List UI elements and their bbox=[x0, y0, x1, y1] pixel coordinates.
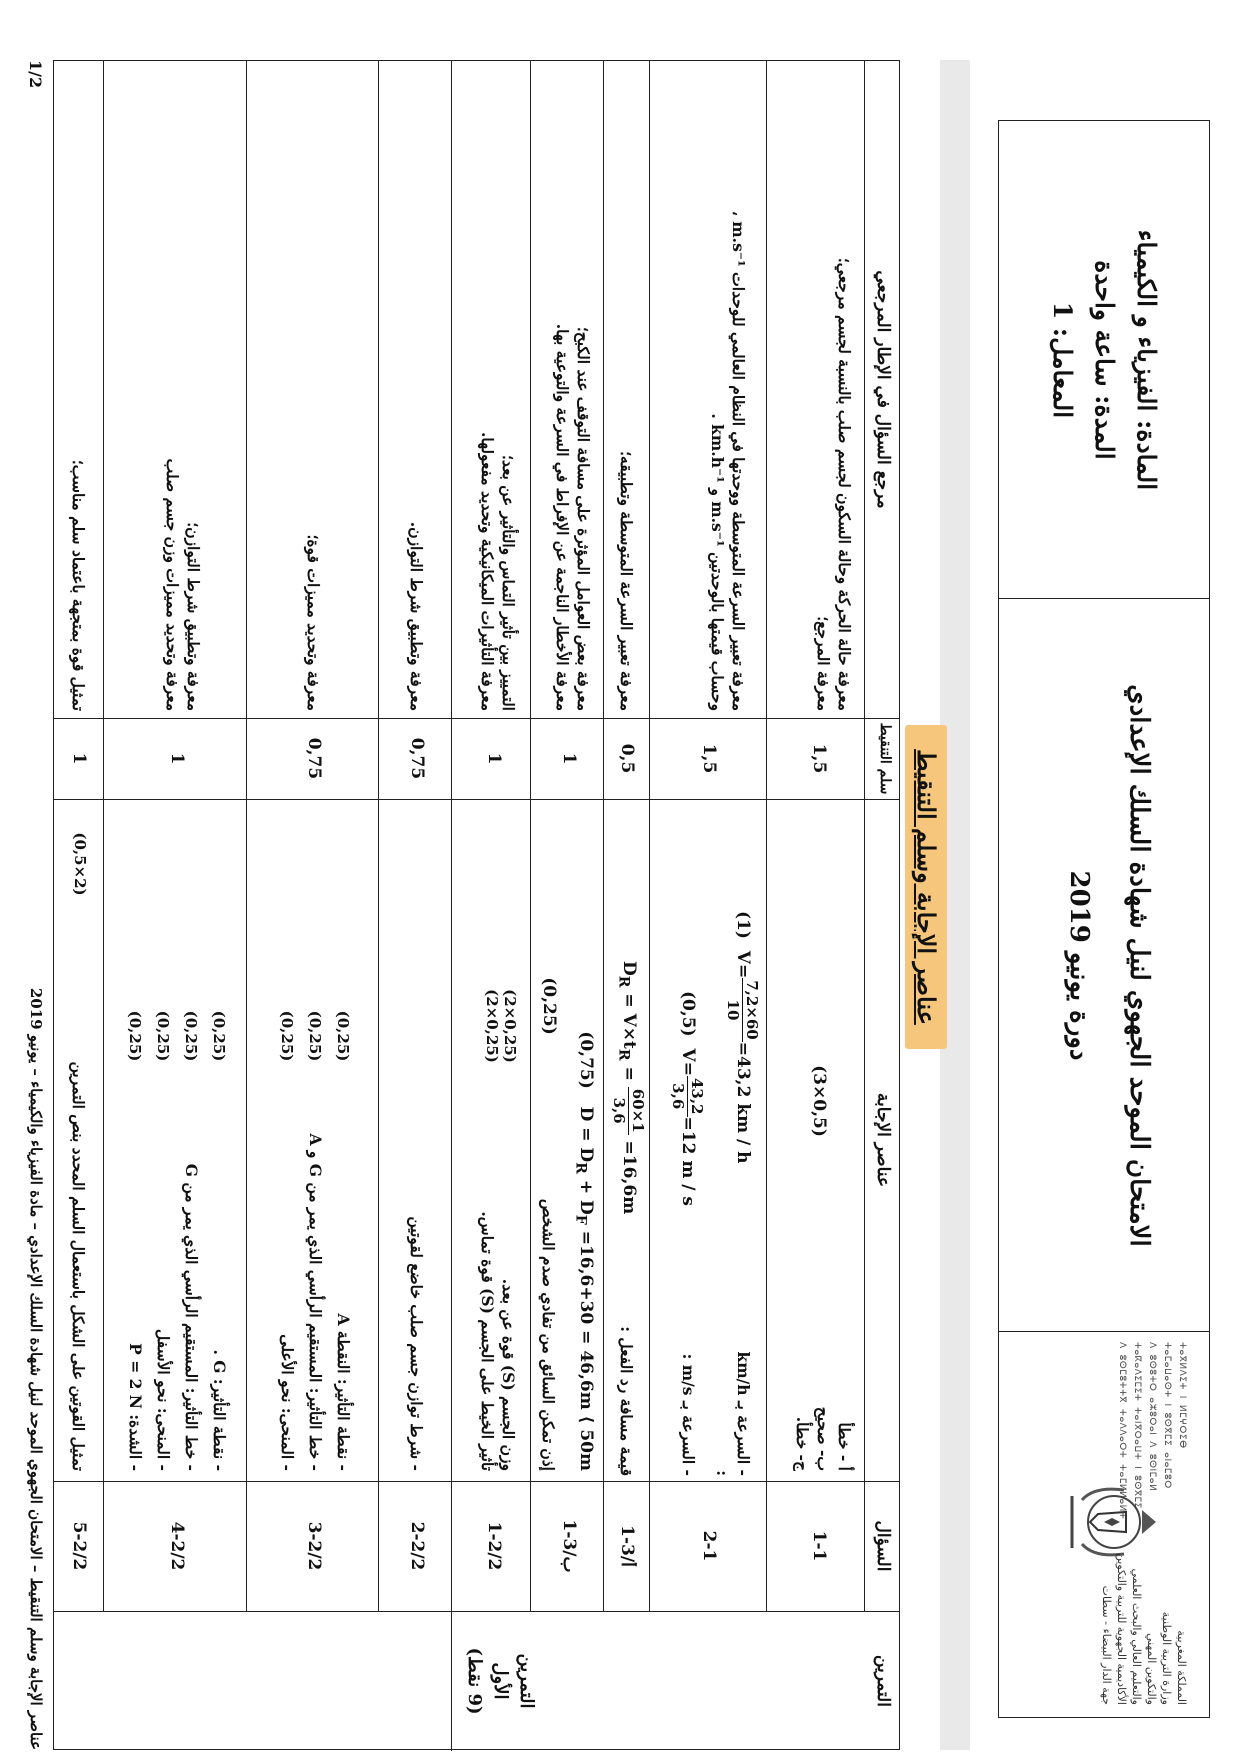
answer-line: - نقطة التأثير: النقطة A bbox=[334, 1313, 353, 1471]
fraction bbox=[724, 978, 761, 1042]
answer-4-2-2 bbox=[121, 1091, 233, 1471]
score-1-1: 1,5 bbox=[809, 743, 829, 774]
reference-line: وحساب قيمتها بالوحدتين m.s⁻¹ و km.h⁻¹ . bbox=[708, 413, 727, 711]
reference-line: معرفة التأثيرات الميكانيكية وتحديد مفعولها. bbox=[478, 432, 497, 711]
formula-eq: = bbox=[619, 1060, 639, 1087]
formula-sub: R bbox=[615, 975, 632, 988]
question-4-2-2: 4-2/2 bbox=[167, 1521, 187, 1571]
formula-rhs: =16,6m bbox=[619, 1134, 639, 1215]
formula-rhs: =16,6+30 = 46,6m ⟨ 50m bbox=[576, 1224, 596, 1471]
question-1-3a: 1-3/أ bbox=[617, 1525, 637, 1567]
points-1-2-2 bbox=[483, 971, 519, 1081]
answer-speed-ms-label: - السرعة بـ m/s : bbox=[679, 1353, 698, 1476]
answer-line: ج- خطأ. bbox=[793, 1416, 812, 1471]
points-5-2-2: (0,5×2) bbox=[71, 832, 89, 896]
org-latin-line: ⵜⴰⵎⴰⵡⴰⵙⵜ ⵏ ⵓⵙⴳⵎⵉ ⴰⵏⴰⵎⵓⵔ bbox=[1162, 1342, 1172, 1489]
answer-line: - المنحى: نحو الأسفل bbox=[154, 1329, 173, 1471]
org-latin-line: ⵜⴰⴳⵍⴷⵉⵜ ⵏ ⵍⵎⵖⵔⵉⴱ bbox=[1177, 1342, 1187, 1449]
page-title: عناصر الإجابة وسلم التنقيط bbox=[905, 725, 947, 1049]
org-latin-line: ⵜⴰⴽⴰⴷⵉⵎⵉⵜ ⵜⴰⵏⴳⵔⴰⵡⵜ ⵏ ⵓⵙⴳⵎⵉ bbox=[1132, 1342, 1142, 1509]
answer-speed-kmh-label: - السرعة بـ km/h : bbox=[713, 1351, 753, 1476]
reference-1-3b bbox=[552, 71, 594, 711]
formula-points: (0,5) bbox=[678, 991, 698, 1037]
col-divider bbox=[54, 1611, 899, 1612]
footer-text: عناصر الإجابة وسلم التنقيط – الامتحان الجهوي الموحد لنيل شهادة السلك الإعدادي – مادة الفيزياء والكيمياء – يونيو 2019 bbox=[27, 987, 45, 1750]
reference-2-2-2: معرفة وتطبيق شرط التوازن. bbox=[407, 521, 426, 711]
answer-1-2-2 bbox=[477, 1091, 519, 1471]
header-answers: عناصر الإجابة bbox=[873, 1092, 893, 1188]
fraction-numerator: 60×1 bbox=[629, 1088, 647, 1133]
formula-rhs: =43,2 km / h bbox=[733, 1041, 753, 1164]
answer-line: - خط التأثير: المستقيم الرأسي الذي يمر من G و A bbox=[306, 1133, 325, 1471]
reference-line: معرفة وتطبيق شرط التوازن؛ bbox=[184, 522, 203, 711]
answer-1-1 bbox=[792, 1311, 855, 1471]
reference-3-2-2: معرفة وتحديد مميزات قوة؛ bbox=[304, 534, 323, 711]
points-line: (0,25) bbox=[306, 1010, 324, 1062]
points-line: (2×0,25) bbox=[483, 989, 501, 1063]
reference-2-1 bbox=[707, 71, 749, 711]
formula-reaction-distance bbox=[610, 961, 647, 1291]
reference-line: التمييز بين تأثير التماس والتأثير عن بعد؛ bbox=[499, 455, 518, 711]
exam-box bbox=[998, 598, 1210, 1333]
exercise-label-line: (9 نقط) bbox=[464, 1647, 485, 1715]
reference-line: معرفة حالة الحركة وحالة السكون لجسم صلب بالنسبة لجسم مرجعي؛ bbox=[835, 257, 854, 711]
answer-line: - الشدة: P = 2 N bbox=[126, 1343, 145, 1471]
org-ar-line: المملكة المغربية bbox=[1175, 1630, 1188, 1705]
formula-points: (1) bbox=[733, 911, 753, 939]
score-1-3b: 1 bbox=[559, 752, 579, 765]
points-line: (0,25) bbox=[334, 1010, 352, 1062]
formula-mid: = V×t bbox=[619, 987, 639, 1049]
question-3-2-2: 3-2/2 bbox=[304, 1521, 324, 1571]
answer-conclusion: إذن تمكن السائق من تفادي صدم الشخص bbox=[539, 1198, 558, 1471]
exercise-1-label bbox=[461, 1616, 539, 1746]
question-1-2-2: 1-2/2 bbox=[484, 1521, 504, 1571]
reference-line: معرفة الأخطار الناجمة عن الإفراط في السرعة والتوعية بها. bbox=[553, 323, 572, 711]
fraction bbox=[610, 1087, 647, 1135]
score-4-2-2: 1 bbox=[167, 752, 187, 765]
points-1-3b: (0,25) bbox=[539, 977, 559, 1035]
score-2-1: 1,5 bbox=[699, 743, 719, 774]
formula-speed-kmh bbox=[724, 911, 761, 1341]
formula-speed-ms bbox=[669, 991, 706, 1331]
question-2-1: 2-1 bbox=[699, 1530, 719, 1562]
score-3-2-2: 0,75 bbox=[304, 737, 324, 780]
header-reference: مرجع السؤال في الإطار المرجعي bbox=[873, 270, 893, 509]
org-latin-line: ⴷ ⵓⵙⵎⵓⵜⵜⴳ ⵜⴰⴷⴷⴰⵔⵜ ⵜⴰⵎⵍⵍⴰⵍⵜ bbox=[1117, 1342, 1127, 1520]
question-5-2-2: 5-2/2 bbox=[69, 1521, 89, 1571]
answer-line: ب- صحيح bbox=[814, 1406, 833, 1471]
row-divider bbox=[766, 61, 767, 1611]
answer-line: - خط التأثير: المستقيم الرأسي الذي يمر من G bbox=[182, 1163, 201, 1471]
reference-1-3a: معرفة تعبير السرعة المتوسطة وتطبيقه؛ bbox=[617, 451, 636, 711]
reference-line: معرفة بعض العوامل المؤثرة على مسافة التوقف عند الكبح؛ bbox=[574, 326, 593, 711]
formula-stopping-distance bbox=[573, 841, 596, 1471]
formula-lhs: D = D bbox=[576, 1106, 596, 1163]
formula-lhs: V= bbox=[733, 950, 753, 979]
reference-4-2-2 bbox=[162, 71, 204, 711]
score-5-2-2: 1 bbox=[69, 752, 89, 765]
points-line: (2×0,25) bbox=[501, 989, 519, 1063]
exercise-label-line: الأول bbox=[490, 1662, 511, 1700]
org-ar-line: والتكوين المهني bbox=[1145, 1632, 1158, 1705]
points-line: (0,25) bbox=[210, 1010, 228, 1062]
answer-line: - المنحى: نحو الأعلى bbox=[278, 1334, 297, 1471]
answer-line: - نقطة التأثير: G . bbox=[210, 1349, 229, 1471]
answer-table bbox=[53, 60, 900, 1750]
points-line: (0,25) bbox=[154, 1010, 172, 1062]
reference-1-1 bbox=[813, 71, 855, 711]
formula-rhs: =12 m / s bbox=[678, 1116, 698, 1206]
reference-line: معرفة المرجع؛ bbox=[814, 616, 833, 711]
row-divider bbox=[378, 61, 379, 1611]
answer-3-2-2 bbox=[273, 1091, 357, 1471]
col-divider bbox=[54, 799, 899, 800]
org-ar-line: وزارة التربية الوطنية bbox=[1160, 1611, 1173, 1705]
fraction bbox=[669, 1076, 706, 1117]
row-divider bbox=[103, 61, 104, 1611]
org-ar-line: جهة الدار البيضاء - سطات bbox=[1100, 1585, 1113, 1705]
coat-of-arms-icon bbox=[1054, 1482, 1164, 1562]
org-ar-line: والتعليم العالي والبحث العلمي bbox=[1130, 1568, 1143, 1705]
duration-line: المدة: ساعة واحدة bbox=[1090, 260, 1119, 460]
org-ar-line: الأكاديمية الجهوية للتربية والتكوين bbox=[1115, 1552, 1128, 1705]
formula-sub: F bbox=[572, 1214, 589, 1225]
exercise-label-line: التمرين bbox=[516, 1653, 537, 1709]
row-divider bbox=[864, 61, 865, 1611]
answer-2-2-2: - شرط توازن جسم صلب خاضع لقوتين bbox=[407, 1216, 426, 1471]
formula-points: (0,75) bbox=[576, 1031, 596, 1089]
ministry-box bbox=[998, 1331, 1210, 1718]
fraction-denominator: 3,6 bbox=[669, 1083, 687, 1110]
fraction-denominator: 10 bbox=[724, 999, 742, 1021]
answer-line: تأثير الخيط على الجسم (S) قوة تماس. bbox=[478, 1211, 497, 1471]
score-1-2-2: 1 bbox=[484, 752, 504, 765]
points-3-2-2 bbox=[273, 991, 357, 1081]
question-2-2-2: 2-2/2 bbox=[407, 1521, 427, 1571]
row-divider bbox=[649, 61, 650, 1611]
points-line: (0,25) bbox=[182, 1010, 200, 1062]
subject-line: المادة: الفيزياء و الكيمياء bbox=[1132, 229, 1161, 491]
reference-1-2-2 bbox=[477, 71, 519, 711]
reference-line: معرفة تعبير السرعة المتوسطة ووحدتها في النظام العالمي للوحدات m.s⁻¹ ، bbox=[729, 210, 748, 711]
answer-line: وزن الجسم (S) قوة عن بعد. bbox=[499, 1278, 518, 1471]
row-divider bbox=[603, 61, 604, 1611]
score-1-3a: 0,5 bbox=[617, 743, 637, 774]
fraction-denominator: 3,6 bbox=[610, 1097, 628, 1124]
reference-line: معرفة وتحديد مميزات وزن جسم صلب bbox=[163, 458, 182, 711]
points-line: (0,25) bbox=[278, 1010, 296, 1062]
formula-sub: R bbox=[615, 1048, 632, 1061]
org-arabic bbox=[1099, 1553, 1189, 1705]
reference-5-2-2: تمثيل قوة بمتجهة باعتماد سلم مناسب؛ bbox=[69, 459, 88, 711]
answer-line: أ - خطأ bbox=[835, 1422, 854, 1471]
row-divider bbox=[530, 61, 531, 1611]
answer-reaction-distance-label: قيمة مسافة رد الفعل : bbox=[617, 1326, 636, 1476]
row-divider bbox=[451, 61, 452, 1751]
page-number: 1/2 bbox=[26, 60, 45, 89]
answer-5-2-2: تمثيل القوتين على الشكل باستعمال السلم المحدد بنص التمرين bbox=[69, 1061, 88, 1471]
question-1-3b: 1-3/ب bbox=[559, 1519, 579, 1573]
exam-title: الامتحان الموحد الجهوي لنيل شهادة السلك الإعدادي bbox=[1124, 684, 1154, 1247]
header-score: سلم التنقيط bbox=[877, 722, 893, 795]
formula-lhs: V= bbox=[678, 1048, 698, 1076]
org-latin-line: ⴷ ⵓⵙⵓⵜⵔ ⴰⵣⵓⵔⴰⵏ ⴷ ⵓⵙⵏⵎⴰⵍ bbox=[1147, 1342, 1157, 1492]
header-exercise: التمرين bbox=[873, 1655, 893, 1707]
points-1-1: (3×0,5) bbox=[809, 1065, 829, 1137]
formula-lhs: D bbox=[619, 961, 639, 976]
points-line: (0,25) bbox=[126, 1010, 144, 1062]
fraction-numerator: 7,2×60 bbox=[743, 980, 761, 1040]
formula-mid: + D bbox=[576, 1173, 596, 1215]
header-question: السؤال bbox=[873, 1520, 893, 1572]
score-2-2-2: 0,75 bbox=[407, 737, 427, 780]
row-divider bbox=[246, 61, 247, 1611]
fraction-numerator: 43,2 bbox=[688, 1077, 706, 1115]
subject-box bbox=[998, 120, 1210, 600]
coefficient-line: المعامل: 1 bbox=[1048, 301, 1077, 419]
question-1-1: 1-1 bbox=[809, 1530, 829, 1562]
exam-session: دورة يونيو 2019 bbox=[1064, 870, 1094, 1061]
points-4-2-2 bbox=[121, 991, 233, 1081]
formula-sub: R bbox=[572, 1162, 589, 1174]
